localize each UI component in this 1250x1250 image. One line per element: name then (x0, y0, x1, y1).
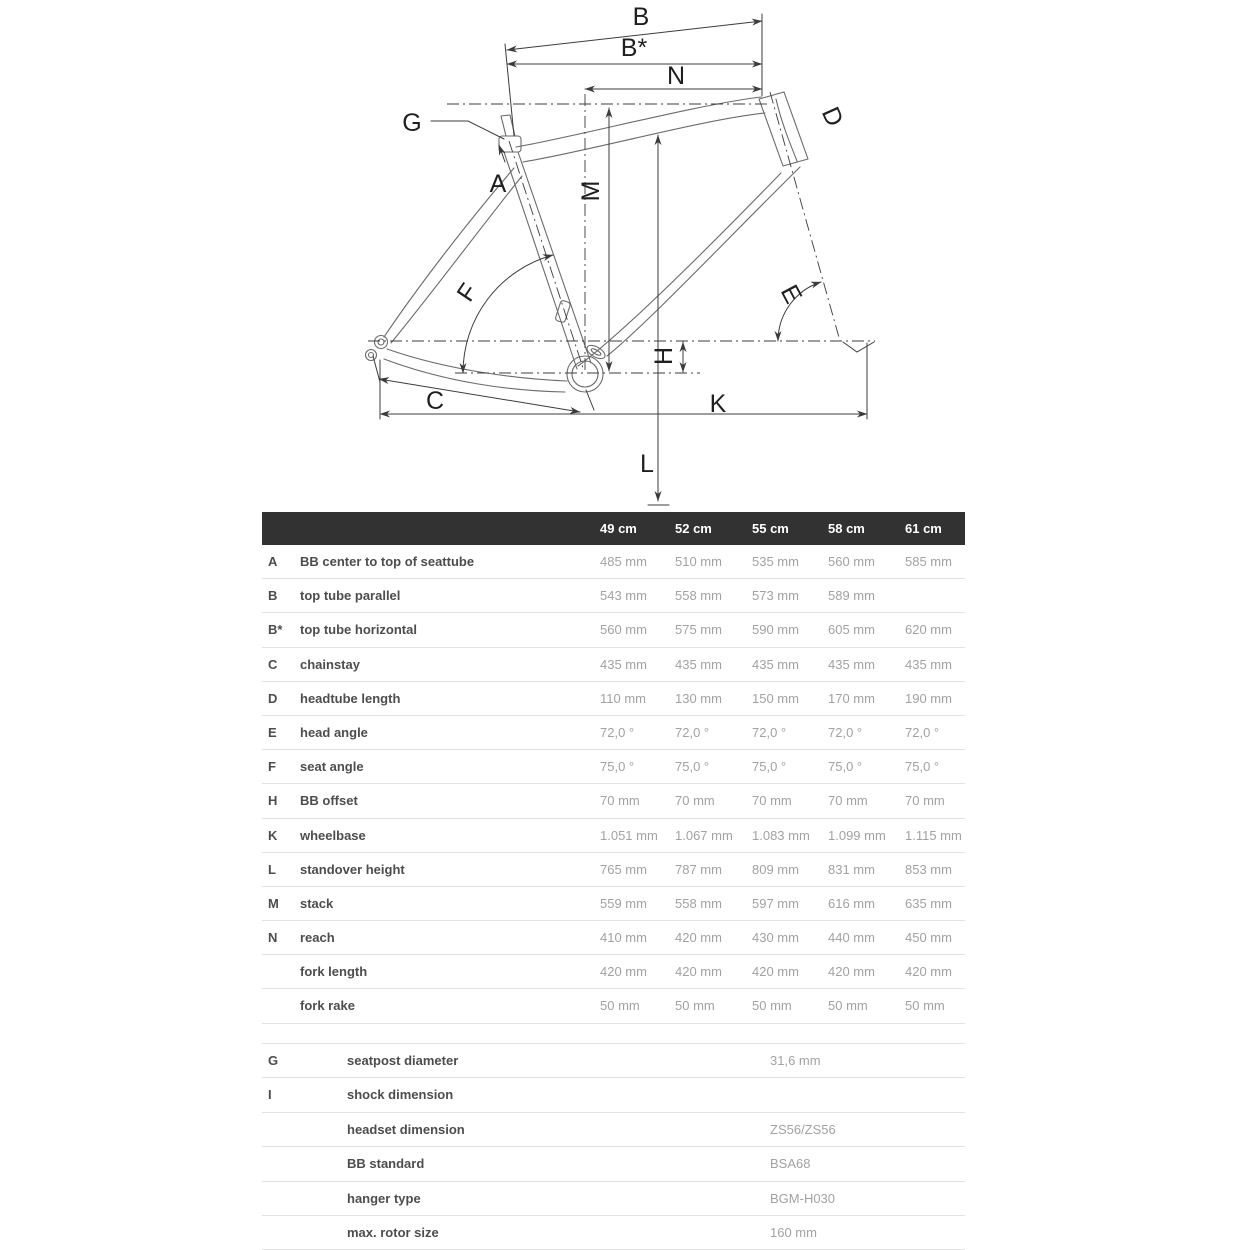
dim-label-c: C (425, 387, 445, 415)
geo-value-cell: 72,0 ° (752, 724, 787, 740)
spec-value: BSA68 (770, 1156, 811, 1172)
geo-value-cell: 420 mm (752, 964, 799, 980)
geo-value-cell: 590 mm (752, 622, 799, 638)
dimension-name: standover height (300, 861, 405, 877)
geo-value-cell: 809 mm (752, 861, 799, 877)
geo-value-cell: 130 mm (675, 690, 722, 706)
dimension-name: fork rake (300, 998, 355, 1014)
geo-value-cell: 410 mm (600, 930, 647, 946)
geometry-table-row (262, 613, 965, 647)
dimension-name: wheelbase (300, 827, 366, 843)
geo-value-cell: 50 mm (828, 998, 868, 1014)
geo-value-cell: 853 mm (905, 861, 952, 877)
dimension-name: stack (300, 895, 334, 911)
dimension-letter: B (268, 588, 278, 604)
spec-table-row (262, 1182, 965, 1216)
geo-value-cell: 50 mm (600, 998, 640, 1014)
geo-value-cell: 450 mm (905, 930, 952, 946)
geo-value-cell: 510 mm (675, 554, 722, 569)
dim-label-g: G (402, 109, 422, 137)
dimension-name: top tube parallel (300, 588, 401, 604)
dim-label-e: E (774, 280, 808, 309)
dimension-name: headtube length (300, 690, 401, 706)
dimension-letter: M (268, 895, 279, 911)
geo-value-cell: 589 mm (828, 588, 875, 604)
geo-value-cell: 110 mm (600, 690, 646, 706)
spec-name: shock dimension (347, 1087, 454, 1103)
geo-value-cell: 559 mm (600, 895, 647, 911)
dimension-name: seat angle (300, 759, 364, 775)
geo-value-cell: 50 mm (752, 998, 792, 1014)
geo-value-cell: 50 mm (905, 998, 945, 1014)
chain-stay-upper-edge (387, 349, 567, 381)
dim-label-k: K (709, 390, 727, 418)
geo-value-cell: 75,0 ° (675, 759, 710, 775)
geo-value-cell: 620 mm (905, 622, 952, 638)
geo-value-cell: 573 mm (752, 588, 799, 604)
geo-value-cell: 787 mm (675, 861, 722, 877)
dim-label-f: F (451, 278, 484, 307)
geo-value-cell: 765 mm (600, 861, 647, 877)
geo-value-cell: 535 mm (752, 554, 799, 569)
geometry-table-row (262, 955, 965, 989)
front-axle-notch (843, 342, 874, 352)
dimension-lines (373, 14, 874, 505)
geo-value-cell: 605 mm (828, 622, 875, 638)
dimension-letter: C (268, 656, 278, 672)
dim-arc-f (463, 255, 553, 373)
geometry-table-row (262, 648, 965, 682)
spec-table-row (262, 1216, 965, 1250)
dimension-letter: F (268, 759, 276, 775)
dim-label-n: N (666, 62, 686, 90)
dim-label-a: A (489, 170, 507, 198)
dimension-letter: D (268, 690, 278, 706)
dim-label-m: M (577, 180, 605, 202)
geo-value-cell: 170 mm (828, 690, 875, 706)
dim-label-h: H (650, 346, 678, 366)
geometry-table-row (262, 989, 965, 1023)
dimension-letter: A (268, 554, 278, 569)
geo-value-cell: 1.051 mm (600, 827, 658, 843)
geo-value-cell: 585 mm (905, 554, 952, 569)
geo-value-cell: 420 mm (675, 964, 722, 980)
size-column-header: 49 cm (600, 521, 637, 536)
size-column-header: 61 cm (905, 521, 942, 536)
geo-value-cell: 190 mm (905, 690, 952, 706)
geometry-table-body (262, 545, 965, 1024)
geo-value-cell: 50 mm (675, 998, 715, 1014)
spec-name: max. rotor size (347, 1224, 439, 1240)
chain-stay-lower-edge (384, 359, 565, 392)
geo-value-cell: 75,0 ° (828, 759, 863, 775)
geo-value-cell: 72,0 ° (675, 724, 710, 740)
geo-value-cell: 150 mm (752, 690, 799, 706)
size-column-header: 58 cm (828, 521, 865, 536)
spec-table-row (262, 1078, 965, 1112)
spec-name: hanger type (347, 1190, 421, 1206)
geo-value-cell: 70 mm (828, 793, 868, 809)
geo-value-cell: 420 mm (828, 964, 875, 980)
geometry-table-row (262, 716, 965, 750)
geo-value-cell: 72,0 ° (600, 724, 635, 740)
geo-value-cell: 420 mm (675, 930, 722, 946)
size-column-header: 55 cm (752, 521, 789, 536)
dimension-name: reach (300, 930, 335, 946)
geo-value-cell: 543 mm (600, 588, 647, 604)
geo-value-cell: 597 mm (752, 895, 799, 911)
geo-value-cell: 430 mm (752, 930, 799, 946)
geo-value-cell: 560 mm (828, 554, 875, 569)
dimension-name: BB offset (300, 793, 358, 809)
geo-value-cell: 558 mm (675, 588, 722, 604)
spec-table-row (262, 1113, 965, 1147)
dim-label-d: D (815, 102, 849, 131)
ext-line-c-front (586, 390, 594, 410)
dimension-letter: E (268, 724, 277, 740)
geometry-table-row (262, 545, 965, 579)
geometry-table-row (262, 853, 965, 887)
spec-name: BB standard (347, 1156, 425, 1172)
geo-value-cell: 635 mm (905, 895, 952, 911)
size-column-header: 52 cm (675, 521, 712, 536)
dim-label-l: L (640, 450, 654, 478)
geo-value-cell: 435 mm (675, 656, 722, 672)
geo-value-cell: 435 mm (828, 656, 875, 672)
geo-value-cell: 1.067 mm (675, 827, 733, 843)
geometry-table-row (262, 579, 965, 613)
geo-value-cell: 435 mm (600, 656, 647, 672)
geo-value-cell: 435 mm (905, 656, 952, 672)
geo-value-cell: 70 mm (905, 793, 945, 809)
dimension-labels (402, 3, 848, 478)
top-tube-upper-edge (516, 97, 761, 147)
geometry-table-row (262, 887, 965, 921)
rear-dropout-axle (375, 336, 388, 349)
geometry-table-row (262, 819, 965, 853)
geometry-table-row (262, 784, 965, 818)
down-tube-rear-edge (578, 173, 781, 366)
head-tube (759, 92, 808, 166)
dim-label-b: B (632, 3, 650, 31)
geo-value-cell: 575 mm (675, 622, 722, 638)
geo-value-cell: 440 mm (828, 930, 875, 946)
down-tube-front-edge (607, 167, 800, 356)
geo-value-cell: 70 mm (675, 793, 715, 809)
geo-value-cell: 831 mm (828, 861, 875, 877)
dim-label-b-star: B* (620, 34, 648, 62)
ext-line-seat-axis (505, 44, 514, 136)
geo-value-cell: 75,0 ° (600, 759, 635, 775)
dimension-letter: K (268, 827, 278, 843)
geo-value-cell: 616 mm (828, 895, 875, 911)
geo-value-cell: 435 mm (752, 656, 799, 672)
ext-line-c-rear (373, 356, 380, 382)
dimension-name: BB center to top of seattube (300, 554, 475, 569)
derailleur-hanger-bolt (366, 350, 377, 361)
geo-value-cell: 70 mm (600, 793, 640, 809)
geo-value-cell: 72,0 ° (828, 724, 863, 740)
geo-value-cell: 558 mm (675, 895, 722, 911)
geo-value-cell: 560 mm (600, 622, 647, 638)
spec-table (262, 1043, 965, 1250)
spec-name: seatpost diameter (347, 1053, 459, 1068)
geo-value-cell: 75,0 ° (752, 759, 787, 775)
dimension-name: head angle (300, 724, 368, 740)
spec-value: 31,6 mm (770, 1053, 821, 1068)
rear-dropout-axle-hole (378, 339, 384, 345)
bike-frame-outline (366, 92, 809, 392)
frame-geometry-diagram (0, 0, 1250, 512)
spec-value: ZS56/ZS56 (770, 1121, 836, 1137)
geo-value-cell: 485 mm (600, 554, 647, 569)
geo-value-cell: 1.083 mm (752, 827, 810, 843)
spec-table-row (262, 1147, 965, 1181)
leader-line-g (431, 121, 504, 139)
geometry-table-row (262, 750, 965, 784)
dimension-name: top tube horizontal (300, 622, 417, 638)
geo-value-cell: 72,0 ° (905, 724, 940, 740)
geometry-table-header (262, 512, 965, 545)
geo-value-cell: 1.115 mm (905, 827, 962, 843)
geometry-table-row (262, 682, 965, 716)
geometry-table (262, 512, 965, 1024)
spec-letter: I (268, 1087, 272, 1103)
bottle-boss-mount (555, 300, 571, 323)
dimension-letter: H (268, 793, 278, 809)
dimension-name: fork length (300, 964, 368, 980)
spec-name: headset dimension (347, 1121, 465, 1137)
seat-stay-lower-edge (391, 176, 522, 343)
dimension-name: chainstay (300, 656, 360, 672)
spec-letter: G (268, 1053, 279, 1068)
spec-value: 160 mm (770, 1224, 817, 1240)
geo-value-cell: 420 mm (600, 964, 647, 980)
geo-value-cell: 420 mm (905, 964, 952, 980)
geo-value-cell: 75,0 ° (905, 759, 940, 775)
dimension-letter: B* (268, 622, 283, 638)
seat-tube-axis-centerline (509, 141, 584, 371)
spec-table-row (262, 1044, 965, 1078)
top-tube-lower-edge (523, 113, 765, 162)
dimension-letter: N (268, 930, 278, 946)
geo-value-cell: 1.099 mm (828, 827, 886, 843)
dimension-letter: L (268, 861, 276, 877)
geo-value-cell: 70 mm (752, 793, 792, 809)
spec-value: BGM-H030 (770, 1190, 836, 1206)
geometry-table-row (262, 921, 965, 955)
